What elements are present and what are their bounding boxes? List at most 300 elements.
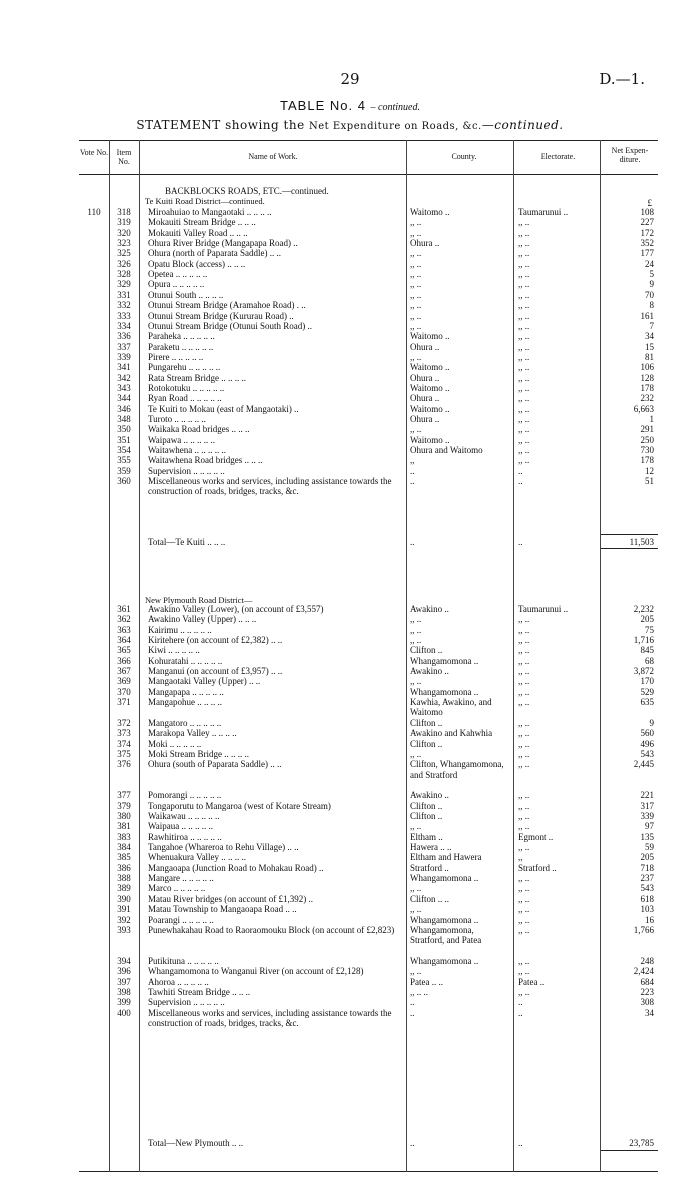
item-number: 388 — [117, 873, 131, 884]
work-name: Ohura River Bridge (Mangapapa Road) .. — [148, 238, 298, 249]
county: Clifton, Whangamomona, and Stratford — [410, 759, 504, 780]
header-item: Item No. — [116, 148, 132, 166]
net-expenditure: 352 — [640, 238, 654, 249]
net-expenditure: 543 — [640, 748, 654, 759]
net-expenditure: 128 — [640, 372, 654, 383]
item-number: 346 — [117, 403, 131, 414]
item-number: 366 — [117, 655, 131, 666]
table-row — [79, 445, 658, 455]
net-expenditure: 248 — [640, 955, 654, 966]
table-row — [79, 217, 658, 227]
electorate: ,, .. — [518, 666, 530, 677]
electorate: ,, .. — [518, 248, 530, 259]
net-expenditure: 34 — [645, 1007, 654, 1018]
net-expenditure: 9 — [649, 279, 654, 290]
item-number: 397 — [117, 976, 131, 987]
electorate: Stratford .. — [518, 862, 557, 873]
net-expenditure: 2,232 — [633, 604, 654, 614]
table-row — [79, 404, 658, 414]
item-number: 386 — [117, 862, 131, 873]
work-name: Rotokotuku .. .. .. .. .. — [148, 382, 225, 393]
county: ,, .. — [410, 624, 422, 635]
electorate: ,, .. — [518, 914, 530, 925]
county: ,, .. — [410, 748, 422, 759]
net-expenditure: 291 — [640, 424, 654, 435]
county: Awakino .. — [410, 666, 449, 677]
item-number: 399 — [117, 997, 131, 1008]
table-row — [79, 455, 658, 465]
net-expenditure: 7 — [649, 320, 654, 331]
item-number: 364 — [117, 635, 131, 646]
item-number: 363 — [117, 624, 131, 635]
item-number: 367 — [117, 666, 131, 677]
table-row — [79, 790, 658, 800]
table-row — [79, 852, 658, 862]
county: ,, .. — [410, 227, 422, 238]
work-name: Moki .. .. .. .. .. — [148, 738, 202, 749]
electorate: Taumarunui .. — [518, 604, 569, 614]
table-row — [79, 466, 658, 476]
table-row — [79, 614, 658, 624]
net-expenditure: 205 — [640, 852, 654, 863]
table-row — [79, 290, 658, 300]
table-row — [79, 238, 658, 248]
work-name: Mokauiti Stream Bridge .. .. .. — [148, 217, 256, 228]
county: .. — [410, 1138, 415, 1148]
net-expenditure: 170 — [640, 676, 654, 687]
item-number: 331 — [117, 289, 131, 300]
electorate: ,, .. — [518, 924, 530, 935]
county: ,, .. — [410, 676, 422, 687]
county: Ohura .. — [410, 414, 440, 424]
electorate: ,, .. — [518, 966, 530, 977]
electorate: ,, .. — [518, 424, 530, 435]
work-name: Supervision .. .. .. .. .. — [148, 997, 225, 1008]
item-number: 374 — [117, 738, 131, 749]
table-row — [79, 842, 658, 852]
county: ,, .. .. — [410, 986, 428, 997]
county: ,, .. — [410, 614, 422, 625]
work-name: Miscellaneous works and services, including assistance towards the construction of roads, bridges, tracks, &c. — [148, 476, 392, 497]
electorate: ,, .. — [518, 217, 530, 228]
county: Clifton .. .. — [410, 893, 450, 904]
net-expenditure: 15 — [645, 341, 654, 352]
table-row — [79, 676, 658, 686]
net-expenditure: 237 — [640, 873, 654, 884]
work-name: Mangatoro .. .. .. .. .. — [148, 717, 222, 728]
electorate: ,, .. — [518, 811, 530, 821]
county: Ohura .. — [410, 238, 440, 249]
net-expenditure: 684 — [640, 976, 654, 987]
electorate: .. — [518, 476, 523, 487]
item-number: 375 — [117, 748, 131, 759]
item-number: 396 — [117, 966, 131, 977]
item-number: 350 — [117, 424, 131, 435]
work-name: Kairimu .. .. .. .. .. — [148, 624, 212, 635]
item-number: 390 — [117, 893, 131, 904]
net-expenditure: 1,716 — [633, 635, 654, 646]
net-expenditure: 135 — [640, 831, 654, 842]
item-number: 365 — [117, 645, 131, 656]
net-expenditure: 97 — [645, 821, 654, 832]
electorate: ,, .. — [518, 372, 530, 383]
county: Ohura .. — [410, 372, 440, 383]
work-name: Mangare .. .. .. .. .. — [148, 873, 214, 884]
net-expenditure: 12 — [645, 465, 654, 476]
item-number: 385 — [117, 852, 131, 863]
county: ,, .. — [410, 883, 422, 894]
electorate: ,, .. — [518, 300, 530, 311]
table-row — [79, 393, 658, 403]
net-expenditure: 1 — [649, 414, 654, 424]
net-expenditure: 8 — [649, 300, 654, 311]
electorate: ,, .. — [518, 800, 530, 811]
item-number: 342 — [117, 372, 131, 383]
table-row — [79, 1008, 658, 1039]
table-row — [79, 863, 658, 873]
county: ,, .. — [410, 351, 422, 362]
net-expenditure: 2,445 — [633, 759, 654, 770]
item-number: 334 — [117, 320, 131, 331]
work-name: Manganui (on account of £3,957) .. .. — [148, 666, 283, 677]
table-row — [79, 821, 658, 831]
electorate: ,, .. — [518, 455, 530, 466]
table-row — [79, 666, 658, 676]
item-number: 343 — [117, 382, 131, 393]
item-number: 359 — [117, 465, 131, 476]
table-title — [0, 98, 700, 113]
county: ,, .. — [410, 217, 422, 228]
table-row — [79, 811, 658, 821]
net-expenditure: 221 — [640, 790, 654, 801]
net-expenditure: 1,766 — [633, 924, 654, 935]
item-number: 325 — [117, 248, 131, 259]
table-row — [79, 832, 658, 842]
work-name: Opura .. .. .. .. .. — [148, 279, 205, 290]
county: ,, .. — [410, 424, 422, 435]
electorate: ,, .. — [518, 331, 530, 342]
net-expenditure: 103 — [640, 904, 654, 915]
work-name: Poarangi .. .. .. .. .. — [148, 914, 214, 925]
county: Whangamomona .. — [410, 655, 479, 666]
net-expenditure: 68 — [645, 655, 654, 666]
county: ,, .. — [410, 258, 422, 269]
county: .. — [410, 465, 415, 476]
header-county: County. — [451, 152, 477, 161]
work-name: Kiwi .. .. .. .. .. — [148, 645, 200, 656]
item-number: 373 — [117, 728, 131, 739]
work-name: Ohura (north of Paparata Saddle) .. .. — [148, 248, 281, 259]
county: .. — [410, 1007, 415, 1018]
item-number: 372 — [117, 717, 131, 728]
net-expenditure: 172 — [640, 227, 654, 238]
electorate: ,, .. — [518, 414, 530, 424]
item-number: 391 — [117, 904, 131, 915]
net-expenditure: 3,872 — [633, 666, 654, 677]
item-number: 329 — [117, 279, 131, 290]
table-row — [79, 435, 658, 445]
statement-continued: —continued. — [481, 118, 564, 132]
item-number: 383 — [117, 831, 131, 842]
net-expenditure: 339 — [640, 811, 654, 821]
net-expenditure: 59 — [645, 842, 654, 853]
county: ,, .. — [410, 300, 422, 311]
header-work: Name of Work. — [248, 152, 298, 161]
item-number: 355 — [117, 455, 131, 466]
county: Awakino .. — [410, 790, 449, 801]
work-name: Otunui Stream Bridge (Kururau Road) .. — [148, 310, 294, 321]
work-name: Total—New Plymouth .. .. — [148, 1138, 244, 1148]
county: ,, — [410, 455, 415, 466]
work-name: Ohura (south of Paparata Saddle) .. .. — [148, 759, 282, 770]
electorate: ,, .. — [518, 893, 530, 904]
net-expenditure: 560 — [640, 728, 654, 739]
net-expenditure: 16 — [645, 914, 654, 925]
net-expenditure: 23,785 — [629, 1138, 654, 1148]
work-name: Mangapapa .. .. .. .. .. — [148, 686, 224, 697]
work-name: Ahoroa .. .. .. .. .. — [148, 976, 209, 987]
item-number: 336 — [117, 331, 131, 342]
item-number: 394 — [117, 955, 131, 966]
net-expenditure: 205 — [640, 614, 654, 625]
table-row — [79, 476, 658, 507]
work-name: Te Kuiti to Mokau (east of Mangaotaki) .. — [148, 403, 299, 414]
electorate: ,, .. — [518, 986, 530, 997]
work-name: Miroahuiao to Mangaotaki .. .. .. .. — [148, 207, 272, 217]
county: Eltham and Hawera — [410, 852, 482, 863]
electorate: ,, .. — [518, 883, 530, 894]
work-name: Otunui Stream Bridge (Otunui South Road) .. — [148, 320, 312, 331]
county: ,, .. — [410, 310, 422, 321]
electorate: ,, .. — [518, 686, 530, 697]
statement-prefix: STATEMENT showing the — [136, 118, 309, 132]
work-name: Total—Te Kuiti .. .. .. — [148, 537, 226, 547]
electorate: ,, .. — [518, 382, 530, 393]
work-name: Otunui South .. .. .. .. — [148, 289, 224, 300]
work-name: Supervision .. .. .. .. .. — [148, 465, 225, 476]
net-expenditure: 223 — [640, 986, 654, 997]
electorate: ,, .. — [518, 697, 530, 708]
electorate: ,, .. — [518, 821, 530, 832]
electorate: ,, .. — [518, 624, 530, 635]
page-number: 29 — [340, 70, 360, 88]
table-row — [79, 915, 658, 925]
electorate: ,, .. — [518, 341, 530, 352]
table-row — [79, 894, 658, 904]
work-name: Waitawhena .. .. .. .. .. — [148, 445, 227, 456]
document-reference: D.—1. — [599, 70, 645, 88]
header-net-expenditure: Net Expen- diture. — [611, 146, 649, 164]
item-number: 332 — [117, 300, 131, 311]
header-vote: Vote No. — [79, 148, 109, 157]
table-row — [79, 248, 658, 258]
electorate: ,, .. — [518, 269, 530, 280]
net-expenditure: 232 — [640, 393, 654, 404]
table-row — [79, 904, 658, 914]
item-number: 323 — [117, 238, 131, 249]
net-expenditure: 178 — [640, 455, 654, 466]
work-name: Pomorangi .. .. .. .. .. — [148, 790, 222, 801]
electorate: .. — [518, 465, 523, 476]
electorate: ,, .. — [518, 738, 530, 749]
county: ,, .. — [410, 289, 422, 300]
table-row — [79, 269, 658, 279]
electorate: ,, .. — [518, 635, 530, 646]
county: Hawera .. .. — [410, 842, 452, 853]
item-number: 320 — [117, 227, 131, 238]
county: Whangamomona .. — [410, 955, 479, 966]
work-name: Punewhakahau Road to Raoraomouku Block (on account of £2,823) — [148, 924, 395, 935]
work-name: Otunui Stream Bridge (Aramahoe Road) . .. — [148, 300, 306, 311]
work-name: Rawhitiroa .. .. .. .. .. — [148, 831, 222, 842]
net-expenditure: 635 — [640, 697, 654, 708]
county: Whangamomona .. — [410, 686, 479, 697]
table-row — [79, 331, 658, 341]
net-expenditure: 106 — [640, 362, 654, 373]
table-title-continued: – continued. — [370, 102, 420, 113]
item-number: 384 — [117, 842, 131, 853]
electorate: ,, .. — [518, 676, 530, 687]
county: Ohura and Waitomo — [410, 445, 483, 456]
work-name: Kiritehere (on account of £2,382) .. .. — [148, 635, 283, 646]
item-number: 389 — [117, 883, 131, 894]
work-name: Moki Stream Bridge .. .. .. .. — [148, 748, 249, 759]
net-expenditure: 178 — [640, 382, 654, 393]
net-expenditure: 618 — [640, 893, 654, 904]
net-expenditure: 34 — [645, 331, 654, 342]
electorate: ,, .. — [518, 403, 530, 414]
net-expenditure: 227 — [640, 217, 654, 228]
table-row — [79, 228, 658, 238]
electorate: Taumarunui .. — [518, 207, 569, 217]
item-number: 341 — [117, 362, 131, 373]
net-expenditure: 81 — [645, 351, 654, 362]
county: Stratford .. — [410, 862, 449, 873]
table-row — [79, 956, 658, 966]
electorate: ,, .. — [518, 955, 530, 966]
electorate: ,, .. — [518, 434, 530, 445]
county: .. — [410, 537, 415, 547]
table-row — [79, 759, 658, 790]
work-name: Paraketu .. .. .. .. .. — [148, 341, 214, 352]
work-name: Tawhiti Stream Bridge .. .. .. — [148, 986, 251, 997]
work-name: Mangaotaki Valley (Upper) .. .. — [148, 676, 261, 687]
electorate: .. — [518, 997, 523, 1008]
electorate: ,, .. — [518, 904, 530, 915]
table-row — [79, 424, 658, 434]
table-row — [79, 604, 658, 614]
work-name: Ryan Road .. .. .. .. .. — [148, 393, 222, 404]
electorate: ,, .. — [518, 614, 530, 625]
net-expenditure: 2,424 — [633, 966, 654, 977]
county: Clifton .. — [410, 800, 443, 811]
table-row — [79, 925, 658, 956]
table-row — [79, 259, 658, 269]
electorate: ,, .. — [518, 289, 530, 300]
table-row — [79, 383, 658, 393]
item-number: 362 — [117, 614, 131, 625]
table-row — [79, 873, 658, 883]
work-name: Rata Stream Bridge .. .. .. .. — [148, 372, 246, 383]
work-name: Awakino Valley (Lower), (on account of £3,557) — [148, 604, 324, 614]
work-name: Waikaka Road bridges .. .. .. — [148, 424, 250, 435]
net-expenditure: 75 — [645, 624, 654, 635]
item-number: 351 — [117, 434, 131, 445]
statement-subject: Net Expenditure on Roads, &c. — [309, 121, 482, 132]
net-expenditure: 543 — [640, 883, 654, 894]
electorate: ,, .. — [518, 279, 530, 290]
work-name: Waipaua .. .. .. .. .. — [148, 821, 214, 832]
county: Ohura .. — [410, 341, 440, 352]
table-row — [79, 279, 658, 289]
county: Clifton .. — [410, 645, 443, 656]
electorate: ,, .. — [518, 310, 530, 321]
net-expenditure: 70 — [645, 289, 654, 300]
net-expenditure: 730 — [640, 445, 654, 456]
county: Clifton .. — [410, 811, 443, 821]
county: Ohura .. — [410, 393, 440, 404]
county: ,, .. — [410, 320, 422, 331]
county: .. — [410, 476, 415, 487]
electorate: ,, .. — [518, 842, 530, 853]
table-row — [79, 749, 658, 759]
electorate: Patea .. — [518, 976, 545, 987]
item-number: 354 — [117, 445, 131, 456]
table-row — [79, 362, 658, 372]
net-expenditure: 5 — [649, 269, 654, 280]
county: Awakino and Kahwhia — [410, 728, 493, 739]
item-number: 319 — [117, 217, 131, 228]
electorate: Egmont .. — [518, 831, 554, 842]
electorate: ,, .. — [518, 227, 530, 238]
county: ,, .. — [410, 821, 422, 832]
section-heading: BACKBLOCKS ROADS, ETC.—continued. — [165, 186, 329, 196]
item-number: 400 — [117, 1007, 131, 1018]
work-name: Pungarehu .. .. .. .. .. — [148, 362, 221, 373]
table-row — [79, 977, 658, 987]
table-title-text: TABLE No. 4 — [280, 98, 366, 113]
electorate: ,, .. — [518, 748, 530, 759]
item-number: 339 — [117, 351, 131, 362]
county: Waitomo .. — [410, 403, 450, 414]
net-expenditure: 11,503 — [629, 537, 654, 547]
table-row — [79, 728, 658, 738]
work-name: Mangapohue .. .. .. .. — [148, 697, 222, 708]
item-number: 328 — [117, 269, 131, 280]
district-heading: New Plymouth Road District— — [145, 595, 253, 605]
work-name: Tangahoe (Whareroa to Rehu Village) .. .. — [148, 842, 299, 853]
county: ,, .. — [410, 279, 422, 290]
table-row — [79, 321, 658, 331]
electorate: ,, .. — [518, 351, 530, 362]
table-row — [79, 342, 658, 352]
county: Whangamomona, Stratford, and Patea — [410, 924, 482, 946]
electorate: ,, .. — [518, 717, 530, 728]
county: ,, .. — [410, 248, 422, 259]
net-expenditure: 845 — [640, 645, 654, 656]
net-expenditure: 161 — [640, 310, 654, 321]
net-expenditure: 308 — [640, 997, 654, 1008]
table-row — [79, 697, 658, 718]
item-number: 360 — [117, 476, 131, 487]
item-number: 398 — [117, 986, 131, 997]
item-number: 370 — [117, 686, 131, 697]
electorate: ,, .. — [518, 645, 530, 656]
table-row — [79, 687, 658, 697]
work-name: Paraheka .. .. .. .. .. — [148, 331, 215, 342]
work-name: Whangamomona to Wanganui River (on account of £2,128) — [148, 966, 364, 977]
district-heading: Te Kuiti Road District—continued. — [145, 196, 265, 206]
